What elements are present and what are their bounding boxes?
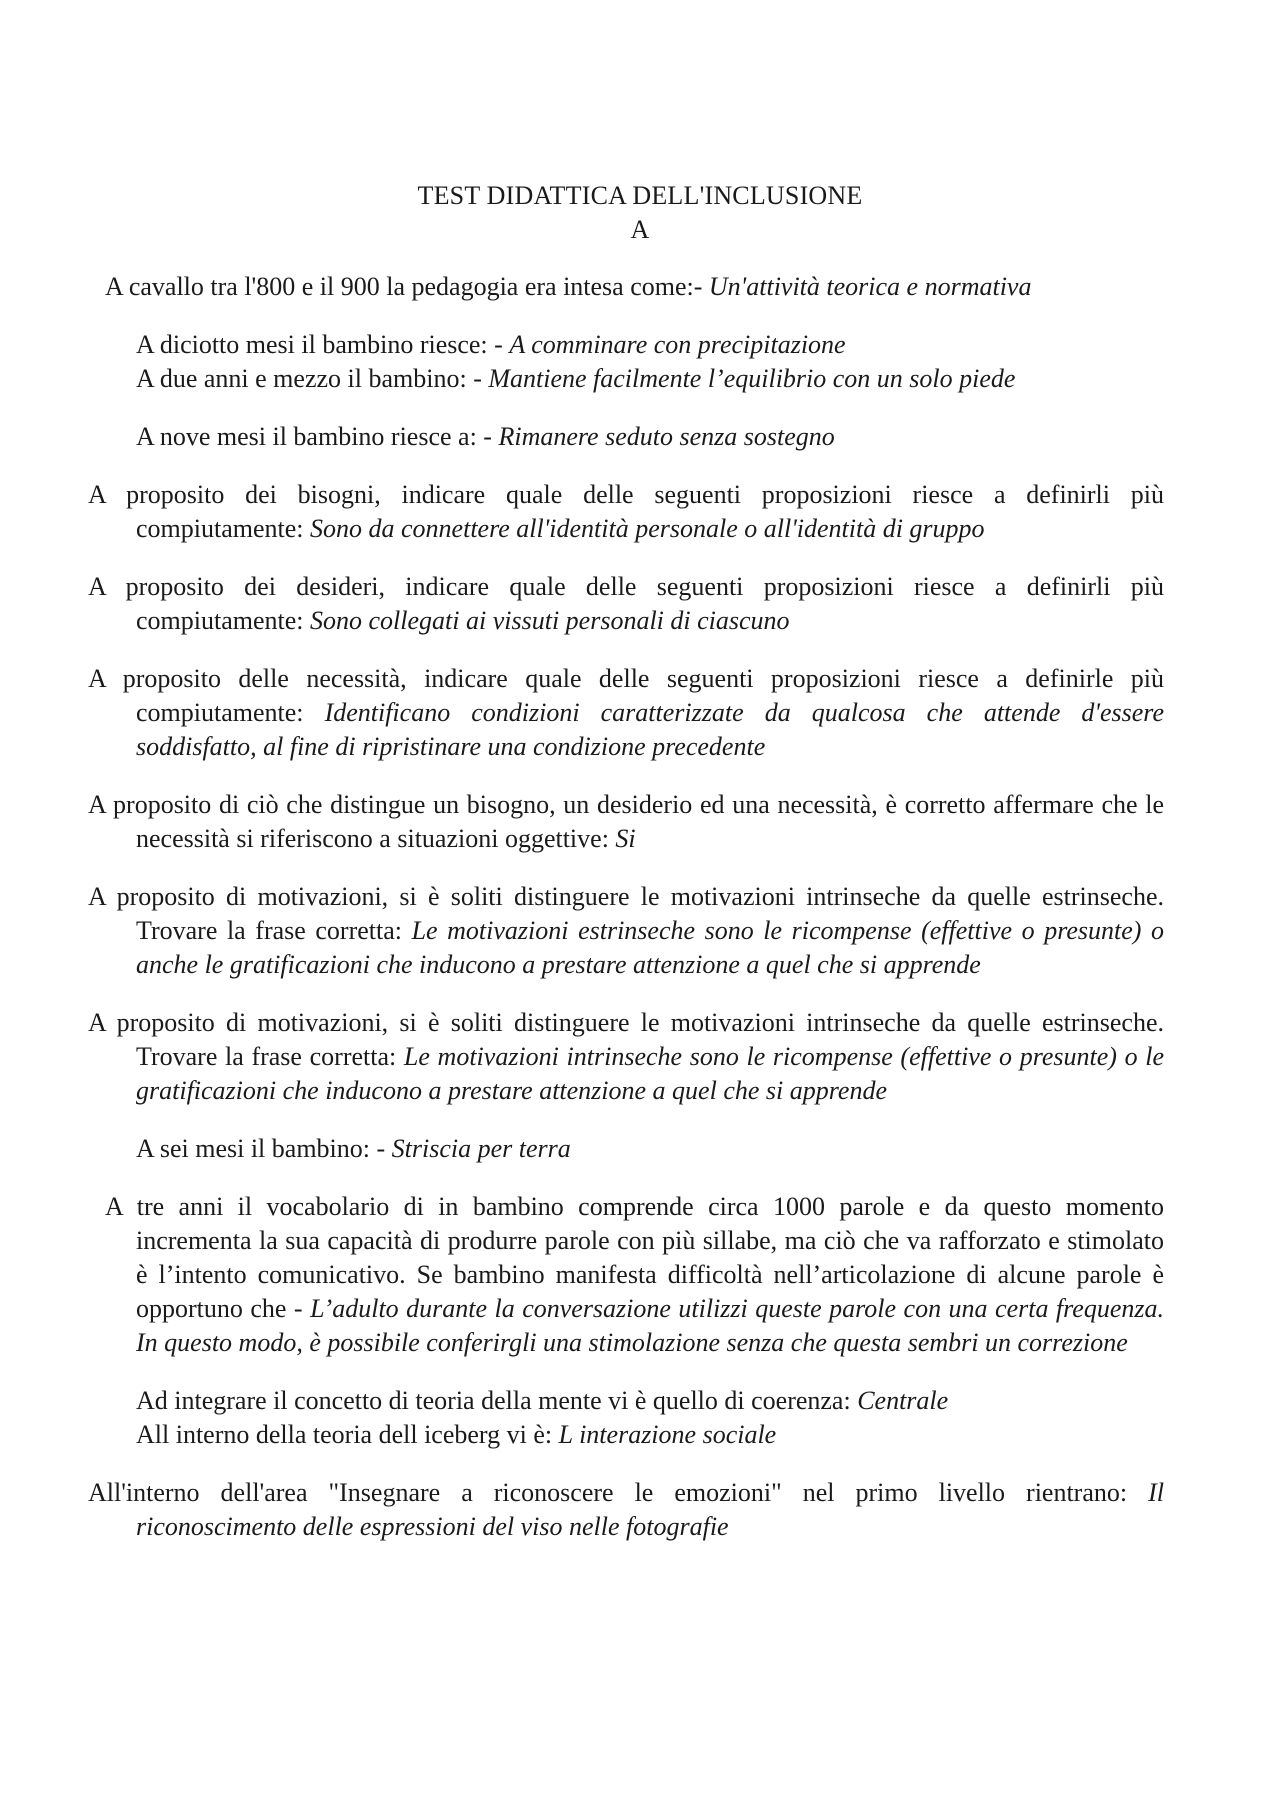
answer-text: A comminare con precipitazione: [509, 330, 846, 359]
answer-text: Sono collegati ai vissuti personali di ciascuno: [310, 606, 790, 635]
answer-text: Un'attività teorica e normativa: [708, 272, 1032, 301]
question-text: A due anni e mezzo il bambino: -: [136, 364, 489, 393]
answer-text: L’adulto durante la conversazione utilizzi queste parole con una certa frequenza. In questo modo, è possibile conferirgli una stimolazione senza che questa sembri un correzione: [136, 1294, 1164, 1357]
answer-text: Centrale: [857, 1386, 949, 1415]
answer-text: Identificano condizioni caratterizzate da qualcosa che attende d'essere soddisfatto, al fine di ripristinare una condizione precedente: [136, 698, 1164, 761]
list-item: [88, 1476, 1164, 1544]
question-text: A proposito di ciò che distingue un bisogno, un desiderio ed una necessità, è corretto affermare che le necessità si riferiscono a situazioni oggettive:: [88, 790, 1164, 853]
list-item: [88, 788, 1164, 856]
page-title: TEST DIDATTICA DELL'INCLUSIONE: [417, 181, 863, 210]
answer-text: Si: [615, 824, 636, 853]
list-item: [88, 362, 1164, 396]
list-item: [88, 420, 1164, 454]
list-item: [88, 662, 1164, 764]
question-text: A proposito delle necessità, indicare quale delle seguenti proposizioni riesce a definirle più compiutamente:: [88, 664, 1164, 727]
question-text: A cavallo tra l'800 e il 900 la pedagogia era intesa come:-: [105, 272, 709, 301]
list-item: [88, 328, 1164, 362]
question-text: All'interno dell'area "Insegnare a riconoscere le emozioni" nel primo livello rientrano:: [88, 1478, 1149, 1507]
list-item: [88, 1132, 1164, 1166]
list-item: [88, 1006, 1164, 1108]
question-text: A diciotto mesi il bambino riesce: -: [136, 330, 510, 359]
question-text: A proposito dei desideri, indicare quale delle seguenti proposizioni riesce a definirli più compiutamente:: [88, 572, 1164, 635]
question-list: [88, 270, 1164, 1544]
question-text: All interno della teoria dell iceberg vi è:: [136, 1420, 559, 1449]
answer-text: Striscia per terra: [391, 1134, 571, 1163]
answer-text: Le motivazioni intrinseche sono le ricompense (effettive o presunte) o le gratificazioni che inducono a prestare attenzione a quel che si apprende: [136, 1042, 1165, 1105]
answer-text: Mantiene facilmente l’equilibrio con un solo piede: [488, 364, 1016, 393]
question-text: A nove mesi il bambino riesce a: -: [136, 422, 499, 451]
question-text: Ad integrare il concetto di teoria della mente vi è quello di coerenza:: [136, 1386, 858, 1415]
list-item: [88, 270, 1164, 304]
answer-text: L interazione sociale: [558, 1420, 777, 1449]
answer-text: Il riconoscimento delle espressioni del viso nelle fotografie: [136, 1478, 1164, 1541]
question-text: A proposito di motivazioni, si è soliti distinguere le motivazioni intrinseche da quelle estrinseche. Trovare la frase corretta:: [88, 1008, 1164, 1071]
question-text: A proposito dei bisogni, indicare quale delle seguenti proposizioni riesce a definirli più compiutamente:: [88, 480, 1164, 543]
list-item: [88, 880, 1164, 982]
question-text: A sei mesi il bambino: -: [136, 1134, 392, 1163]
answer-text: Le motivazioni estrinseche sono le ricompense (effettive o presunte) o anche le gratificazioni che inducono a prestare attenzione a quel che si apprende: [136, 916, 1165, 979]
list-item: [88, 1384, 1164, 1418]
answer-text: Sono da connettere all'identità personale o all'identità di gruppo: [310, 514, 985, 543]
question-text: A tre anni il vocabolario di in bambino comprende circa 1000 parole e da questo momento incrementa la sua capacità di produrre parole con più sillabe, ma ciò che va rafforzato e stimolato è l’intento comunicativo. Se bambino manifesta difficoltà nell’articolazione di alcune parole è opportuno che -: [105, 1192, 1164, 1323]
question-text: A proposito di motivazioni, si è soliti distinguere le motivazioni intrinseche da quelle estrinseche. Trovare la frase corretta:: [88, 882, 1164, 945]
list-item: [88, 570, 1164, 638]
answer-text: Rimanere seduto senza sostegno: [498, 422, 835, 451]
section-letter: A: [630, 215, 650, 244]
list-item: [88, 478, 1164, 546]
list-item: [88, 1418, 1164, 1452]
list-item: [88, 1190, 1164, 1360]
